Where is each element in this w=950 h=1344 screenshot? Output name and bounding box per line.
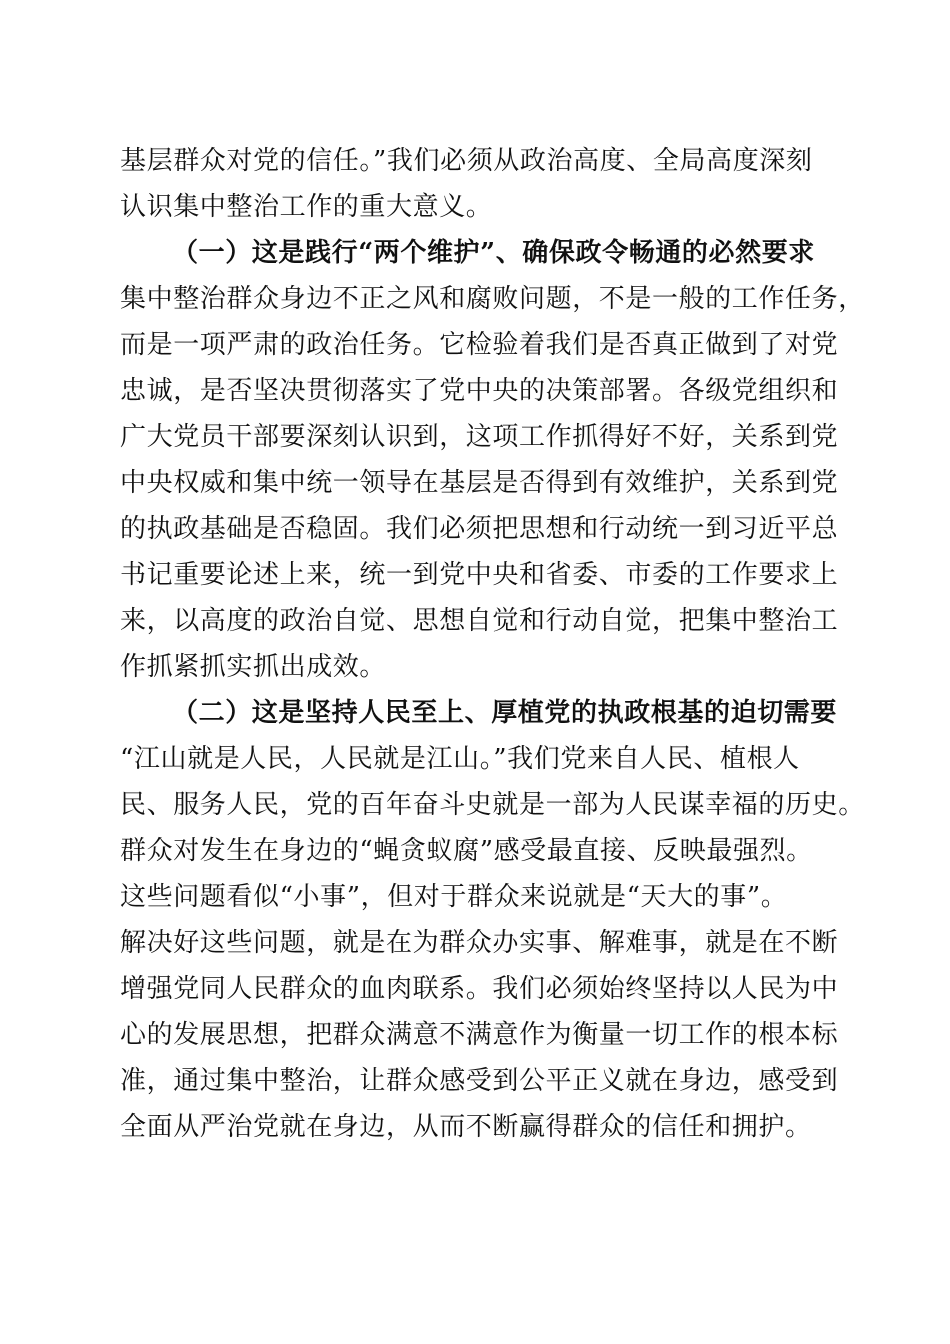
text-line: 的执政基础是否稳固。我们必须把思想和行动统一到习近平总 [120,514,839,544]
text-line: 作抓紧抓实抓出成效。 [120,652,387,682]
text-line: 解决好这些问题，就是在为群众办实事、解难事，就是在不断 [120,928,839,958]
text-line: 忠诚，是否坚决贯彻落实了党中央的决策部署。各级党组织和 [120,376,839,406]
text-line: 增强党同人民群众的血肉联系。我们必须始终坚持以人民为中 [120,974,839,1004]
text-line: 这些问题看似“小事”，但对于群众来说就是“天大的事”。 [120,882,788,912]
text-line: 民、服务人民，党的百年奋斗史就是一部为人民谋幸福的历史。 [120,790,865,820]
text-line: 认识集中整治工作的重大意义。 [120,192,493,222]
section-heading-1: （一）这是践行“两个维护”、确保政令畅通的必然要求 [172,238,815,268]
text-line: 群众对发生在身边的“蝇贪蚁腐”感受最直接、反映最强烈。 [120,836,813,866]
text-line: 准，通过集中整治，让群众感受到公平正义就在身边，感受到 [120,1066,839,1096]
text-line: 全面从严治党就在身边，从而不断赢得群众的信任和拥护。 [120,1112,812,1142]
text-line: “江山就是人民，人民就是江山。”我们党来自人民、植根人 [120,744,800,774]
text-line: 基层群众对党的信任。”我们必须从政治高度、全局高度深刻 [120,146,813,176]
section-heading-2: （二）这是坚持人民至上、厚植党的执政根基的迫切需要 [172,698,838,728]
text-line: 广大党员干部要深刻认识到，这项工作抓得好不好，关系到党 [120,422,839,452]
text-line: 集中整治群众身边不正之风和腐败问题，不是一般的工作任务， [120,284,865,314]
text-line: 来，以高度的政治自觉、思想自觉和行动自觉，把集中整治工 [120,606,839,636]
text-line: 中央权威和集中统一领导在基层是否得到有效维护，关系到党 [120,468,839,498]
text-line: 而是一项严肃的政治任务。它检验着我们是否真正做到了对党 [120,330,839,360]
text-line: 书记重要论述上来，统一到党中央和省委、市委的工作要求上 [120,560,839,590]
text-line: 心的发展思想，把群众满意不满意作为衡量一切工作的根本标 [120,1020,839,1050]
